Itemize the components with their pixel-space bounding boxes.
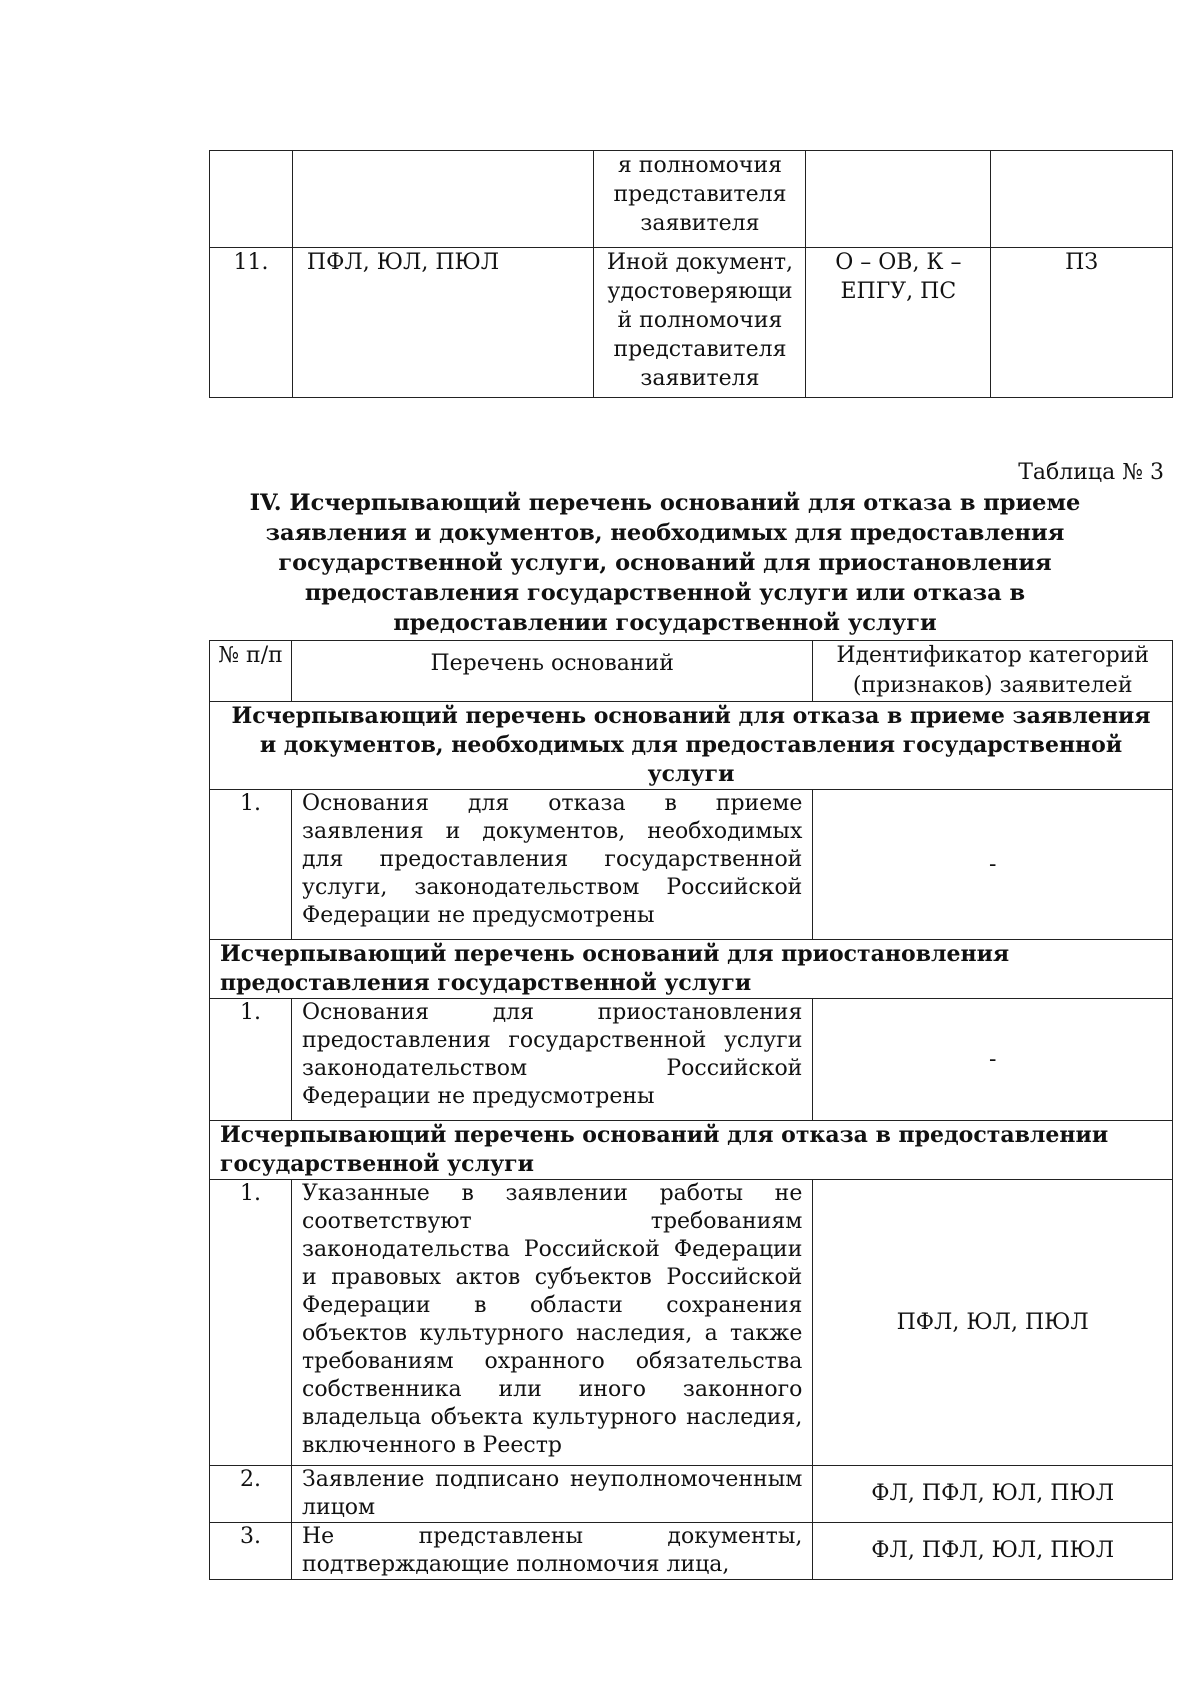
row-number: 2. [210, 1466, 292, 1523]
row-text: Основания для отказа в приеме заявления и документов, необходимых для предоставления государственной услуги, законодательством Российской Федерации не предусмотрены [292, 790, 813, 940]
row-categories: ПФЛ, ЮЛ, ПЮЛ [813, 1180, 1173, 1466]
section-title-row [210, 1121, 1173, 1180]
row-categories: ФЛ, ПФЛ, ЮЛ, ПЮЛ [813, 1466, 1173, 1523]
applicant-categories [292, 151, 594, 248]
header-reasons: Перечень оснований [292, 641, 813, 702]
header-categories: Идентификатор категорий (признаков) заявителей [813, 641, 1173, 702]
section-title: Исчерпывающий перечень оснований для отказа в предоставлении государственной услуги [210, 1121, 1173, 1180]
row-categories: - [813, 999, 1173, 1121]
row-categories: ФЛ, ПФЛ, ЮЛ, ПЮЛ [813, 1523, 1173, 1580]
section-title: Исчерпывающий перечень оснований для отказа в приеме заявления и документов, необходимых для предоставления государственной услуги [210, 702, 1173, 790]
table-row [210, 151, 1173, 248]
document-name: я полномочия представителя заявителя [594, 151, 806, 248]
row-text: Основания для приостановления предоставления государственной услуги законодательством Российской Федерации не предусмотрены [292, 999, 813, 1121]
row-number: 11. [210, 248, 293, 398]
refusal-grounds-table [209, 640, 1173, 1580]
table-row [210, 1180, 1173, 1466]
row-number: 3. [210, 1523, 292, 1580]
submission-method: О – ОВ, К – ЕПГУ, ПС [806, 248, 991, 398]
row-text: Не представлены документы, подтверждающие полномочия лица, [292, 1523, 813, 1580]
section-heading: IV. Исчерпывающий перечень оснований для отказа в приеме заявления и документов, необходимых для предоставления государственной услуги, оснований для приостановления предоставления государственной услуги или отказа в предоставлении государственной услуги [249, 490, 1081, 636]
header-number: № п/п [210, 641, 292, 702]
table-row [210, 1466, 1173, 1523]
row-text: Заявление подписано неуполномоченным лицом [292, 1466, 813, 1523]
row-number [210, 151, 293, 248]
table-header-row [210, 641, 1173, 702]
document-code: ПЗ [991, 248, 1173, 398]
table-row [210, 248, 1173, 398]
row-text: Указанные в заявлении работы не соответствуют требованиям законодательства Российской Федерации и правовых актов субъектов Российской Федерации в области сохранения объектов культурного наследия, а также требованиям охранного обязательства собственника или иного законного владельца объекта культурного наследия, включенного в Реестр [292, 1180, 813, 1466]
document-code [991, 151, 1173, 248]
row-categories: - [813, 790, 1173, 940]
section-title-row [210, 940, 1173, 999]
applicant-categories: ПФЛ, ЮЛ, ПЮЛ [292, 248, 594, 398]
document-name: Иной документ, удостоверяющи й полномочия представителя заявителя [594, 248, 806, 398]
section-title: Исчерпывающий перечень оснований для приостановления предоставления государственной услуги [210, 940, 1173, 999]
row-number: 1. [210, 790, 292, 940]
continued-documents-table [209, 150, 1173, 398]
section-title-row [210, 702, 1173, 790]
table-row [210, 999, 1173, 1121]
table-caption: Таблица № 3 [1018, 460, 1164, 485]
row-number: 1. [210, 999, 292, 1121]
table-row [210, 1523, 1173, 1580]
row-number: 1. [210, 1180, 292, 1466]
submission-method [806, 151, 991, 248]
table-row [210, 790, 1173, 940]
